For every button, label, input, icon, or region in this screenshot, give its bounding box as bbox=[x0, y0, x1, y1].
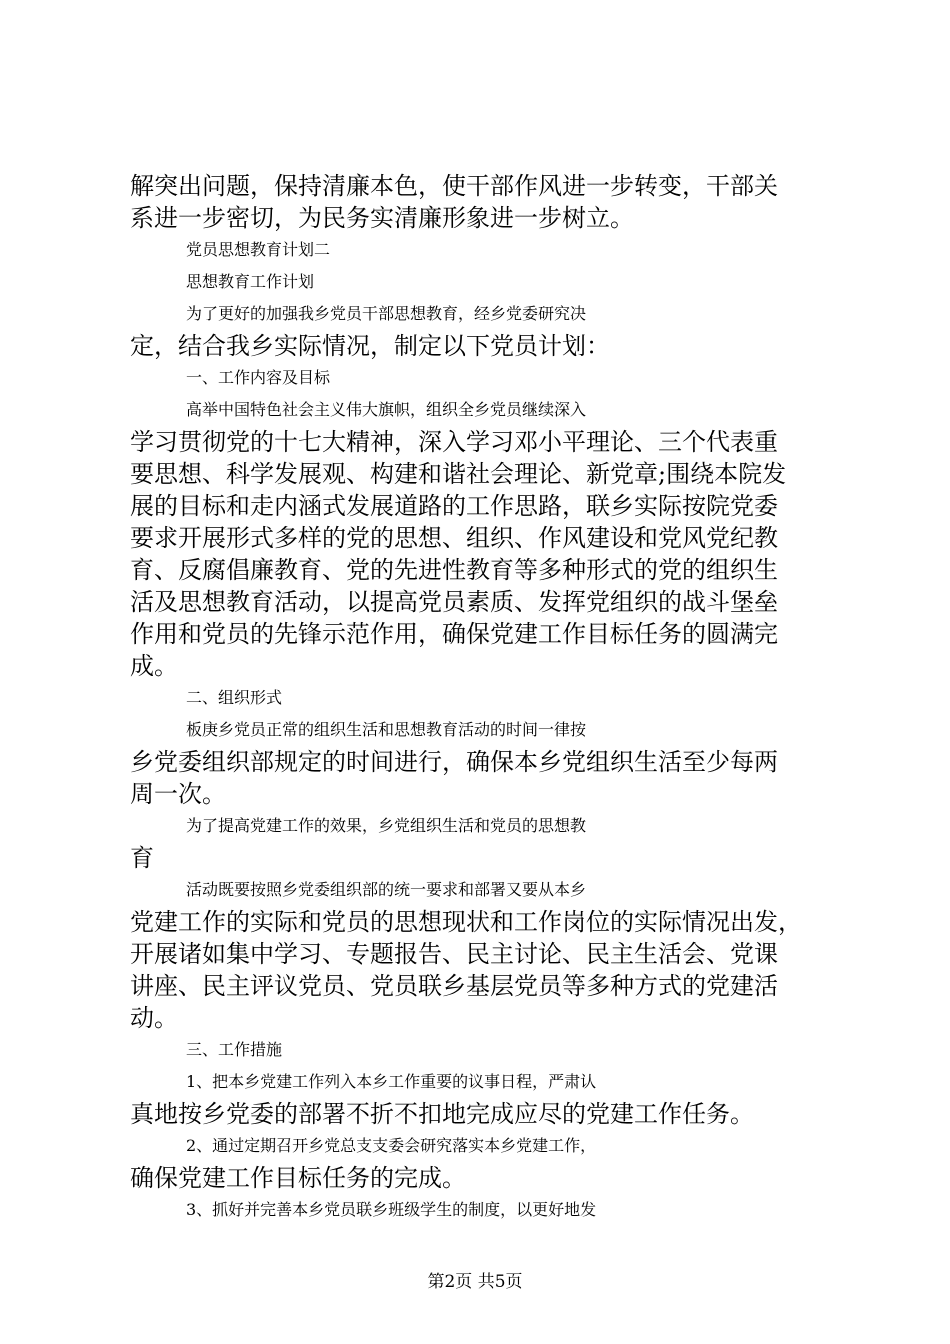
text-line: 板庚乡党员正常的组织生活和思想教育活动的时间一律按 bbox=[186, 720, 587, 739]
text-line: 乡党委组织部规定的时间进行，确保本乡党组织生活至少每两 bbox=[130, 748, 778, 776]
text-line: 要求开展形式多样的党的思想、组织、作风建设和党风党纪教 bbox=[130, 524, 778, 552]
text-line: 2、通过定期召开乡党总支支委会研究落实本乡党建工作， bbox=[186, 1136, 597, 1155]
text-line: 定，结合我乡实际情况，制定以下党员计划： bbox=[130, 332, 610, 360]
text-line: 党员思想教育计划二 bbox=[186, 240, 331, 259]
page-number: 第2页 共5页 bbox=[427, 1272, 523, 1292]
text-line: 为了提高党建工作的效果，乡党组织生活和党员的思想教 bbox=[186, 816, 587, 835]
text-line: 党建工作的实际和党员的思想现状和工作岗位的实际情况出发， bbox=[130, 908, 802, 936]
text-line: 1、把本乡党建工作列入本乡工作重要的议事日程，严肃认 bbox=[186, 1072, 597, 1091]
document-body bbox=[130, 170, 830, 1226]
text-line: 一、工作内容及目标 bbox=[186, 368, 331, 387]
text-line: 育 bbox=[130, 844, 154, 872]
text-line: 周一次。 bbox=[130, 780, 226, 808]
text-line: 展的目标和走内涵式发展道路的工作思路，联乡实际按院党委 bbox=[130, 492, 778, 520]
text-line: 二、组织形式 bbox=[186, 688, 283, 707]
text-line: 成。 bbox=[130, 652, 178, 680]
text-line: 要思想、科学发展观、构建和谐社会理论、新党章;围绕本院发 bbox=[130, 460, 787, 488]
text-line: 思想教育工作计划 bbox=[186, 272, 315, 291]
text-line: 高举中国特色社会主义伟大旗帜，组织全乡党员继续深入 bbox=[186, 400, 587, 419]
text-line: 确保党建工作目标任务的完成。 bbox=[130, 1164, 466, 1192]
text-line: 三、工作措施 bbox=[186, 1040, 283, 1059]
text-line: 育、反腐倡廉教育、党的先进性教育等多种形式的党的组织生 bbox=[130, 556, 778, 584]
text-line: 学习贯彻党的十七大精神，深入学习邓小平理论、三个代表重 bbox=[130, 428, 778, 456]
text-line: 真地按乡党委的部署不折不扣地完成应尽的党建工作任务。 bbox=[130, 1100, 754, 1128]
text-line: 活及思想教育活动，以提高党员素质、发挥党组织的战斗堡垒 bbox=[130, 588, 778, 616]
text-line: 活动既要按照乡党委组织部的统一要求和部署又要从本乡 bbox=[186, 880, 587, 899]
text-line: 为了更好的加强我乡党员干部思想教育，经乡党委研究决 bbox=[186, 304, 587, 323]
text-line: 作用和党员的先锋示范作用，确保党建工作目标任务的圆满完 bbox=[130, 620, 778, 648]
text-line: 3、抓好并完善本乡党员联乡班级学生的制度，以更好地发 bbox=[186, 1200, 597, 1219]
text-line: 系进一步密切，为民务实清廉形象进一步树立。 bbox=[130, 204, 634, 232]
text-line: 动。 bbox=[130, 1004, 178, 1032]
text-line: 讲座、民主评议党员、党员联乡基层党员等多种方式的党建活 bbox=[130, 972, 778, 1000]
text-line: 解突出问题，保持清廉本色，使干部作风进一步转变，干部关 bbox=[130, 172, 778, 200]
text-line: 开展诸如集中学习、专题报告、民主讨论、民主生活会、党课 bbox=[130, 940, 778, 968]
